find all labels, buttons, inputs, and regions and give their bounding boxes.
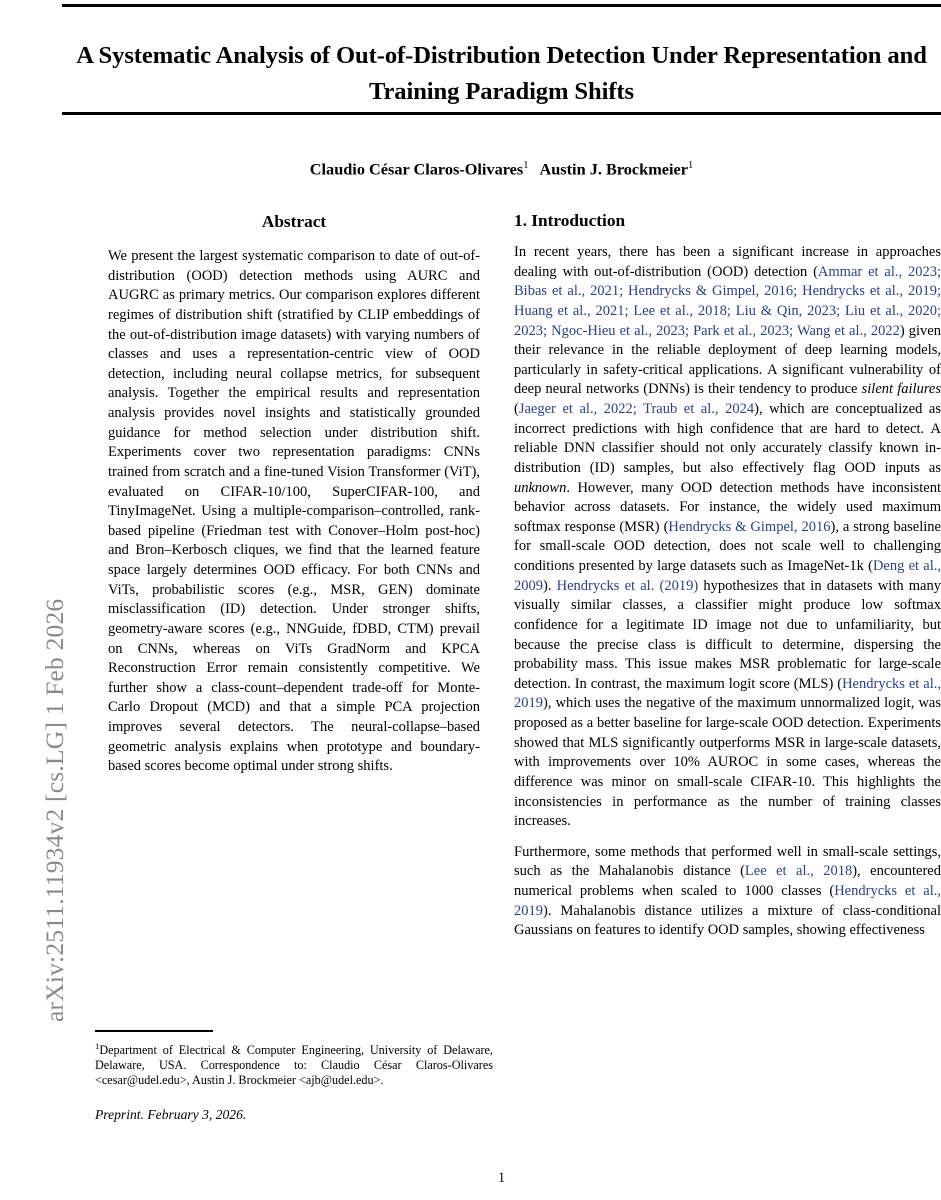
author-name-2: Austin J. Brockmeier xyxy=(539,159,688,179)
citation-link[interactable]: Hendrycks et al. (2019) xyxy=(556,577,699,594)
citation-link[interactable]: Hendrycks et al., 2019 xyxy=(514,883,941,919)
footnote-body: Department of Electrical & Computer Engineering, University of Delaware, Delaware, USA. Correspondence to: Claudio César Claros-Olivares <cesar@udel.edu>, Austin J. Brockmeier <ajb@udel.edu>. xyxy=(95,1042,493,1088)
body-text: ), which uses the negative of the maximum unnormalized logit, was proposed as a better baseline for large-scale OOD detection. Experiments showed that MLS significantly outperforms MSR in large-scale datasets, with improvements over 10% AUROC in some cases, whereas the difference was minor on small-scale CIFAR-10. This highlights the inconsistencies in performance as the number of training classes increases. xyxy=(514,695,941,830)
body-text: ) given their relevance in the reliable deployment of deep learning models, particularly in safety-critical applications. A significant vulnerability of deep neural networks (DNNs) is their tendency to produce xyxy=(514,322,941,398)
page-title: A Systematic Analysis of Out-of-Distribution Detection Under Representation and Training Paradigm Shifts xyxy=(76,42,927,106)
author-list xyxy=(62,155,941,180)
citation-link[interactable]: Hendrycks et al., 2019 xyxy=(514,675,941,712)
body-text: ), encountered numerical problems when scaled to 1000 classes ( xyxy=(514,863,941,899)
paper-page xyxy=(62,0,941,1200)
body-text: hypothesizes that in datasets with many visually similar classes, a classifier might produce low softmax confidence for a legitimate ID image not due to unfamiliarity, but because the precise class is difficult to determine, dispersing the probability mass. This issue makes MSR problematic for large-scale detection. In contrast, the maximum logit score (MLS) ( xyxy=(514,577,941,692)
body-text: ( xyxy=(514,401,519,417)
footnote-marker: 1 xyxy=(95,1040,100,1051)
body-text: In recent years, there has been a significant increase in approaches dealing with out-of-distribution (OOD) detection ( xyxy=(514,244,941,280)
preprint-line: Preprint. February 3, 2026. xyxy=(95,1106,247,1122)
author-affiliation-mark-1: 1 xyxy=(523,160,529,171)
emphasis-text: silent failures xyxy=(861,381,941,398)
footnote-text xyxy=(95,1039,493,1089)
body-text: Furthermore, some methods that performed well in small-scale settings, such as the Mahalanobis distance ( xyxy=(514,843,941,880)
abstract-body: We present the largest systematic comparison to date of out-of-distribution (OOD) detection methods using AURC and AUGRC as primary metrics. Our comparison explores different regimes of distribution shift (stratified by CLIP embeddings of the out-of-distribution image datasets) with varying numbers of classes and uses a representation-centric view of OOD detection, including neural collapse metrics, for subsequent analysis. Together the empirical results and representation analysis provides novel insights and statistically grounded guidance for method selection under distribution shift. Experiments cover two representation paradigms: CNNs trained from scratch and a fine-tuned Vision Transformer (ViT), evaluated on CIFAR-10/100, SuperCIFAR-100, and TinyImageNet. Using a multiple-comparison–controlled, rank-based pipeline (Friedman test with Conover–Holm post-hoc) and Bron–Kerbosch cliques, we find that the learned feature space largely determines OOD efficacy. For both CNNs and ViTs, probabilistic scores (e.g., MSR, GEN) dominate misclassification (ID) detection. Under stronger shifts, geometry-aware scores (e.g., NNGuide, fDBD, CTM) prevail on CNNs, whereas on ViTs GradNorm and KPCA Reconstruction Error remain consistently competitive. We further show a class-count–dependent trade-off for Monte-Carlo Dropout (MCD) and that a simple PCA projection improves several detectors. The neural-collapse–based geometric analysis explains when prototype and boundary-based scores become optimal under strong shifts. xyxy=(108,248,480,775)
citation-link[interactable]: Deng et al., 2009 xyxy=(514,558,941,594)
body-text: . However, many OOD detection methods have inconsistent behavior across datasets. For instance, the widely used maximum softmax response (MSR) ( xyxy=(514,479,941,535)
header-rule-top xyxy=(62,4,941,7)
abstract-heading: Abstract xyxy=(261,212,327,231)
citation-link[interactable]: Ammar et al., 2023; Bibas et al., 2021; Hendrycks & Gimpel, 2016; Hendrycks et al., 2019; Huang et al., 2021; Lee et al., 2018; Liu & Qin, 2023; Liu et al., 2020; 2023; Ngoc-Hieu et al., 2023; Park et al., 2023; Wang et al., 2022 xyxy=(514,263,941,339)
section-heading-introduction: 1. Introduction xyxy=(514,211,626,230)
column-left xyxy=(95,210,493,777)
arxiv-stamp-text: arXiv:2511.11934v2 [cs.LG] 1 Feb 2026 xyxy=(40,598,69,1022)
body-text: ), a strong baseline for small-scale OOD detection, does not scale well to challenging conditions presented by large datasets such as ImageNet-1k ( xyxy=(514,518,941,574)
body-text: ), which are conceptualized as incorrect predictions with high confidence that are hard to detect. A reliable DNN classifier should not only accurately classify known in-distribution (ID) samples, but also effectively flag OOD inputs as xyxy=(514,401,941,476)
author-name-1: Claudio César Claros-Olivares xyxy=(309,159,524,179)
intro-paragraph-2 xyxy=(514,843,941,941)
column-right xyxy=(514,210,941,952)
header-rule-bottom xyxy=(62,112,941,115)
intro-paragraph-1 xyxy=(514,243,941,832)
body-text: ). xyxy=(543,577,557,594)
page-number: 1 xyxy=(497,1170,506,1186)
body-text: ). Mahalanobis distance utilizes a mixture of class-conditional Gaussians on features to identify OOD samples, showing effectiveness xyxy=(514,902,941,939)
author-affiliation-mark-2: 1 xyxy=(687,160,694,171)
citation-link[interactable]: Lee et al., 2018 xyxy=(744,863,853,880)
citation-link[interactable]: Hendrycks & Gimpel, 2016 xyxy=(668,518,831,535)
citation-link[interactable]: Jaeger et al., 2022; Traub et al., 2024 xyxy=(518,401,755,417)
emphasis-text: unknown xyxy=(514,479,567,496)
arxiv-stamp xyxy=(0,0,69,1200)
footnote-block xyxy=(95,1030,493,1124)
footnote-rule xyxy=(95,1030,213,1032)
